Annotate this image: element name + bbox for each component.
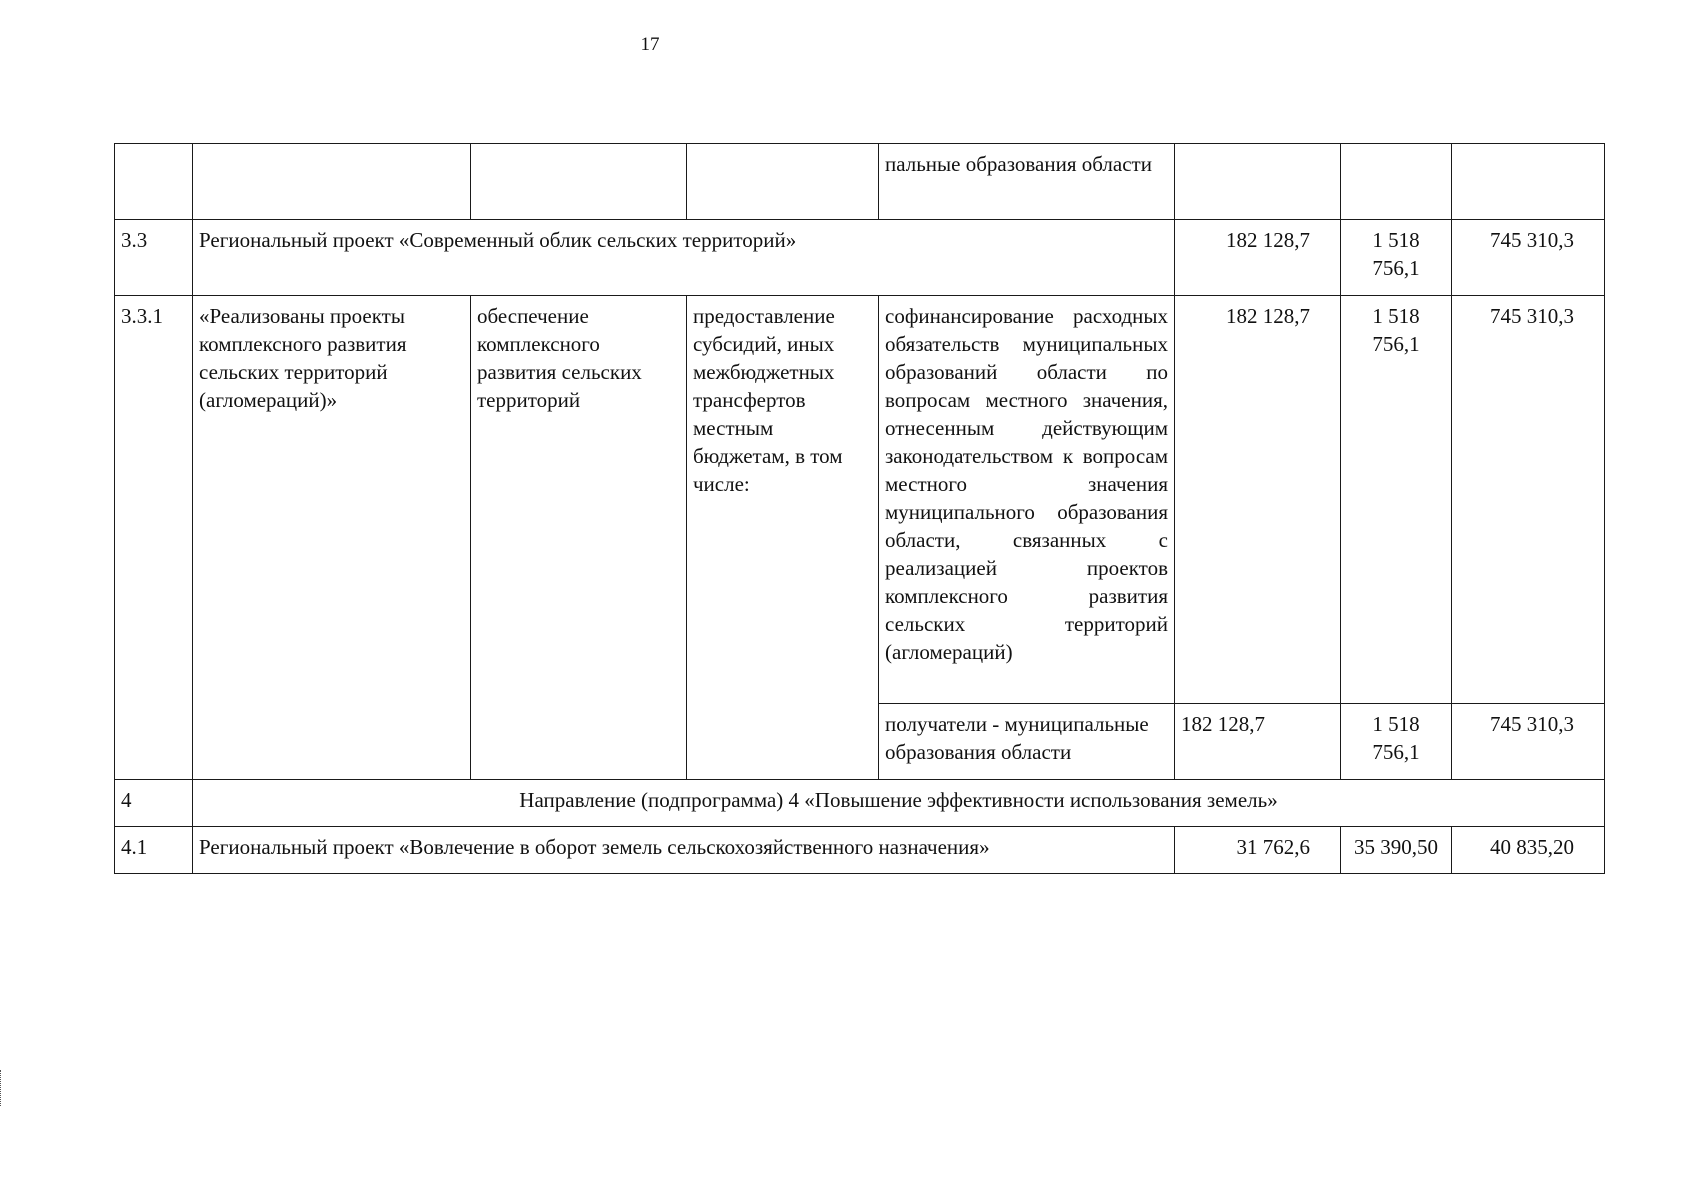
- cell-value-2: 1 518 756,1: [1341, 296, 1452, 704]
- cell-project-title: Региональный проект «Вовлечение в оборот земель сельскохозяйственного назначения»: [193, 827, 1175, 874]
- cell-measure: [687, 144, 879, 220]
- cell-code: 3.3: [115, 220, 193, 296]
- table-row-3-3: [115, 220, 1605, 296]
- cell-value-3: 745 310,3: [1452, 704, 1605, 780]
- cell-value-1: [1175, 144, 1341, 220]
- cell-value-2: 35 390,50: [1341, 827, 1452, 874]
- page-number: 17: [640, 34, 660, 55]
- cell-value-2: [1341, 144, 1452, 220]
- table-row-continuation: [115, 144, 1605, 220]
- cell-value-1: 182 128,7: [1175, 296, 1341, 704]
- cell-value-2: 1 518 756,1: [1341, 704, 1452, 780]
- budget-table: [114, 143, 1605, 874]
- cell-value-3: 745 310,3: [1452, 220, 1605, 296]
- binding-margin-mark: [0, 1070, 5, 1106]
- cell-value-1: 182 128,7: [1175, 220, 1341, 296]
- cell-task: [471, 144, 687, 220]
- cell-value-1: 182 128,7: [1175, 704, 1341, 780]
- cell-code: 4.1: [115, 827, 193, 874]
- cell-value-2: 1 518 756,1: [1341, 220, 1452, 296]
- cell-project-title: Региональный проект «Современный облик сельских территорий»: [193, 220, 1175, 296]
- cell-recipient: получатели - муниципальные образования области: [879, 704, 1175, 780]
- cell-value-3: [1452, 144, 1605, 220]
- cell-code: [115, 144, 193, 220]
- cell-result: [193, 144, 471, 220]
- table-row-3-3-1: [115, 296, 1605, 704]
- cell-result: «Реализованы проекты комплексного развития сельских территорий (агломераций)»: [193, 296, 471, 780]
- cell-recipient: пальные образования области: [879, 144, 1175, 220]
- table-row-4: [115, 780, 1605, 827]
- cell-value-1: 31 762,6: [1175, 827, 1341, 874]
- cell-direction-title: Направление (подпрограмма) 4 «Повышение эффективности использования земель»: [193, 780, 1605, 827]
- cell-value-3: 745 310,3: [1452, 296, 1605, 704]
- cell-code: 4: [115, 780, 193, 827]
- cell-code: 3.3.1: [115, 296, 193, 780]
- cell-value-3: 40 835,20: [1452, 827, 1605, 874]
- cell-measure: предоставление субсидий, иных межбюджетных трансфертов местным бюджетам, в том числе:: [687, 296, 879, 780]
- table-row-4-1: [115, 827, 1605, 874]
- cell-task: обеспечение комплексного развития сельских территорий: [471, 296, 687, 780]
- cell-purpose: софинансирование расходных обязательств муниципальных образований области по вопросам местного значения, отнесенным действующим законодательством к вопросам местного значения муниципального образования области, связанных с реализацией проектов комплексного развития сельских территорий (агломераций): [879, 296, 1175, 704]
